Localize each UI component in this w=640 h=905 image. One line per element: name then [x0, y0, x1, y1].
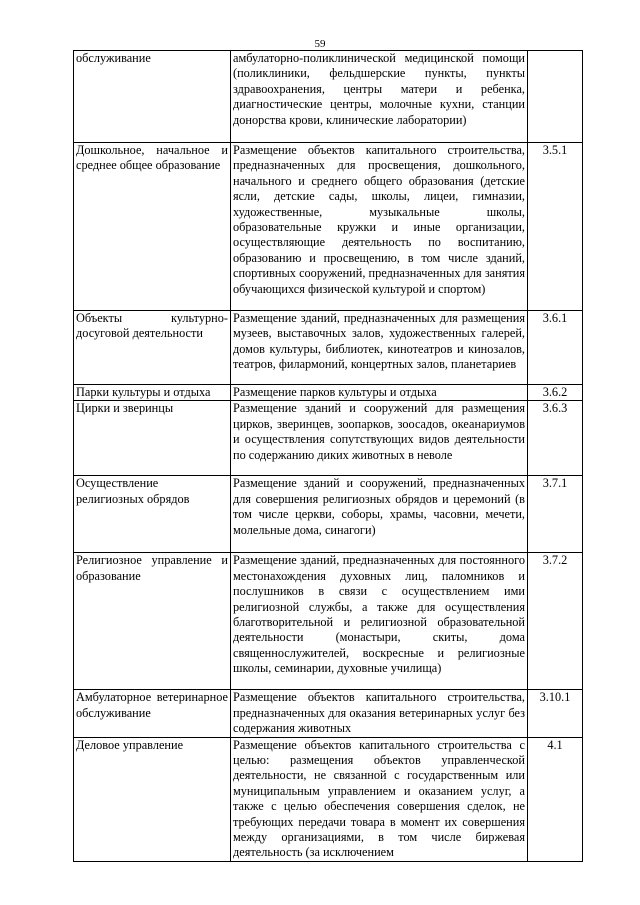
table-row — [74, 143, 583, 311]
land-use-name-cell — [74, 476, 231, 553]
land-use-code: 3.6.1 — [528, 311, 583, 385]
land-use-code: 3.6.2 — [528, 385, 583, 401]
land-use-code: 3.7.2 — [528, 553, 583, 690]
land-use-name: Дошкольное, начальное и среднее общее образование — [76, 143, 228, 173]
table-row — [74, 690, 583, 737]
table-row — [74, 401, 583, 476]
land-use-name-cell — [74, 311, 231, 385]
land-use-description: амбулаторно-поликлинической медицинской помощи (поликлиники, фельдшерские пункты, пункты здравоохранения, центры матери и ребенка, диагностические центры, молочные кухни, станции донорства крови, клинические лаборатории) — [231, 51, 528, 143]
land-use-name-cell — [74, 553, 231, 690]
land-use-name-cell — [74, 737, 231, 861]
land-use-name-cell — [74, 401, 231, 476]
land-use-code: 3.5.1 — [528, 143, 583, 311]
land-use-description: Размещение зданий, предназначенных для постоянного местонахождения духовных лиц, паломников и послушников в связи с осуществлением ими религиозной службы, а также для осуществления благотворительной и религиозной образовательной деятельности (монастыри, скиты, дома священнослужителей, воскресные и религиозные школы, семинарии, духовные училища) — [231, 553, 528, 690]
land-use-code: 4.1 — [528, 737, 583, 861]
table-row — [74, 51, 583, 143]
table-row — [74, 476, 583, 553]
table-row — [74, 553, 583, 690]
land-use-name: Деловое управление — [76, 737, 184, 752]
land-use-description: Размещение объектов капитального строительства, предназначенных для оказания ветеринарных услуг без содержания животных — [231, 690, 528, 737]
land-use-description: Размещение зданий и сооружений для размещения цирков, зверинцев, зоопарков, зоосадов, океанариумов и осуществления сопутствующих видов деятельности по содержанию диких животных в неволе — [231, 401, 528, 476]
land-use-code — [528, 51, 583, 143]
land-use-table — [73, 50, 583, 862]
land-use-name-cell — [74, 143, 231, 311]
land-use-name: Парки культуры и отдыха — [76, 385, 211, 399]
land-use-name-cell — [74, 385, 231, 401]
land-use-name: обслуживание — [76, 51, 151, 65]
land-use-description: Размещение объектов капитального строительства с целью: размещения объектов управленческой деятельности, не связанной с государственным или муниципальным управлением и оказанием услуг, а также с целью обеспечения совершения сделок, не требующих передачи товара в момент их совершения между организациями, в том числе биржевая деятельность (за исключением — [231, 737, 528, 861]
land-use-name: Осуществление религиозных обрядов — [76, 476, 190, 506]
land-use-code: 3.7.1 — [528, 476, 583, 553]
land-use-description: Размещение парков культуры и отдыха — [231, 385, 528, 401]
land-use-name-cell — [74, 690, 231, 737]
table-row — [74, 737, 583, 861]
land-use-name-cell — [74, 51, 231, 143]
land-use-name: Религиозное управление и образование — [76, 553, 228, 583]
land-use-description: Размещение зданий, предназначенных для размещения музеев, выставочных залов, художественных галерей, домов культуры, библиотек, кинотеатров и кинозалов, театров, филармоний, концертных залов, планетариев — [231, 311, 528, 385]
page-number: 59 — [314, 38, 326, 50]
land-use-name: Цирки и зверинцы — [76, 401, 174, 416]
land-use-description: Размещение объектов капитального строительства, предназначенных для просвещения, дошкольного, начального и среднего общего образования (детские ясли, детские сады, школы, лицеи, гимназии, художественные, музыкальные школы, образовательные кружки и иные организации, осуществляющие деятельность по воспитанию, образованию и просвещению, в том числе зданий, спортивных сооружений, предназначенных для занятия обучающихся физической культурой и спортом) — [231, 143, 528, 311]
land-use-name: Амбулаторное ветеринарное обслуживание — [76, 690, 228, 720]
table-row — [74, 311, 583, 385]
table-row — [74, 385, 583, 401]
land-use-code: 3.10.1 — [528, 690, 583, 737]
land-use-name: Объекты культурно-досуговой деятельности — [76, 311, 228, 341]
land-use-description: Размещение зданий и сооружений, предназначенных для совершения религиозных обрядов и церемоний (в том числе церкви, соборы, храмы, часовни, мечети, молельные дома, синагоги) — [231, 476, 528, 553]
land-use-code: 3.6.3 — [528, 401, 583, 476]
